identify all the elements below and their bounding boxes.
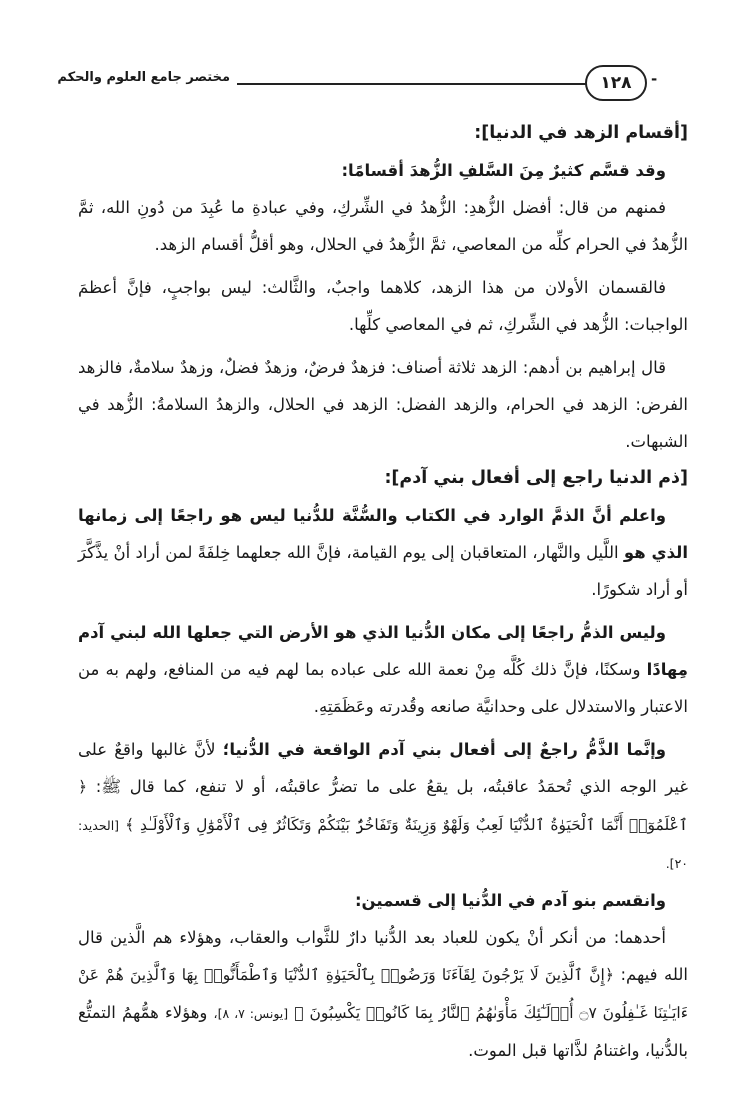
running-header: [55, 62, 658, 106]
page-number: ١٢٨: [600, 73, 632, 93]
paragraph-deeds-rest: لأنَّ غالبها واقعٌ على غير الوجه الذي تُحمَدُ عاقبتُه، بل يقعُ على ما تضرُّ عاقبتُه، أو لا تنفع، كما قال ﷺ:: [78, 740, 688, 796]
paragraph-first-group: [78, 919, 688, 1069]
paragraph-best-zuhd: فمنهم من قال: أفضل الزُّهدِ: الزُّهدُ في الشِّركِ، وفي عبادةِ ما عُبِدَ من دُونِ الله، ثمَّ الزُّهدُ في الحرام كلِّه من المعاصي، ثمَّ الزُّهدُ في الحلال، وهو أقلُّ أقسام الزهد.: [78, 198, 688, 254]
header-dash: -: [651, 70, 658, 88]
quran-verse-yunus: ﴿إِنَّ ٱلَّذِينَ لَا يَرْجُونَ لِقَآءَنَا وَرَضُوا۟ بِٱلْحَيَوٰةِ ٱلدُّنْيَا وَٱطْمَأَنُّوا۟ بِهَا وَٱلَّذِينَ هُمْ عَنْ ءَايَـٰتِنَا غَـٰفِلُونَ ۝٧ أُو۟لَـٰٓئِكَ مَأْوَىٰهُمُ ٱلنَّارُ بِمَا كَانُوا۟ يَكْسِبُونَ ﴾: [78, 966, 688, 1022]
paragraph-first-group-lead: أحدهما: من أنكر أنْ يكون للعباد بعد الدُّنيا دارٌ للثَّواب والعقاب، وهؤلاء هم الَّذين قال الله فيهم:: [78, 928, 688, 984]
paragraph-place-rest: وسكنًا، فإنَّ ذلك كُلَّه مِنْ نعمة الله على عباده بما لهم فيه من المنافع، ولهم به من الاعتبار والاستدلال على وحدانيَّة صانعه وقُدرته وعَظَمَتِهِ.: [78, 660, 688, 716]
header-rule: [237, 83, 627, 85]
paragraph-deeds-lead: وإنَّما الذَّمُّ راجعٌ إلى أفعال بني آدم الواقعة في الدُّنيا؛: [222, 740, 666, 759]
paragraph-place-not-blamed: [78, 614, 688, 725]
paragraph-three-types: فالقسمان الأولان من هذا الزهد، كلاهما واجبٌ، والثَّالث: ليس بواجبٍ، فإنَّ أعظمَ الواجبات: الزُّهد في الشِّركِ، ثم في المعاصي كلِّها.: [78, 278, 688, 334]
quran-verse-hadid: ﴿ ٱعْلَمُوٓا۟ أَنَّمَا ٱلْحَيَوٰةُ ٱلدُّنْيَا لَعِبٌ وَلَهْوٌ وَزِينَةٌ وَتَفَاخُرٌۢ بَيْنَكُمْ وَتَكَاثُرٌ فِى ٱلْأَمْوَٰلِ وَٱلْأَوْلَـٰدِ ﴾: [78, 778, 688, 834]
page-number-badge: [585, 65, 647, 101]
page-body: [78, 115, 688, 1069]
book-title: مختصر جامع العلوم والحكم: [57, 70, 230, 85]
verse-reference-hadid: [الحديد: ٢٠].: [78, 818, 688, 871]
paragraph-ibrahim-adham: قال إبراهيم بن أدهم: الزهد ثلاثة أصناف: فزهدٌ فرضٌ، وزهدٌ فضلٌ، وزهدٌ سلامةٌ، فالزهد الفرض: الزهد في الحرام، والزهد الفضل: الزهد في الحلال، والزهدُ السلامةُ: الزُّهد في الشبهات.: [78, 358, 688, 451]
paragraph-two-groups: وانقسم بنو آدم في الدُّنيا إلى قسمين:: [354, 891, 666, 910]
paragraph-place-lead: وليس الذمُّ راجعًا إلى مكان الدُّنيا الذي هو الأرض التي جعلها الله لبني آدم مِهادًا: [78, 623, 689, 679]
verse-reference-yunus: [يونس: ٧، ٨]،: [213, 1006, 289, 1021]
section-heading-dunya: [ذم الدنيا راجع إلى أفعال بني آدم]:: [384, 468, 688, 488]
paragraph-intro: وقد قسَّم كثيرٌ مِنَ السَّلفِ الزُّهدَ أقسامًا:: [341, 161, 666, 180]
paragraph-time-rest: اللَّيل والنَّهار، المتعاقبان إلى يوم القيامة، فإنَّ الله جعلهما خِلفَةً لمن أراد أنْ يذَّكَّرَ أو أراد شكورًا.: [78, 543, 688, 599]
paragraph-deeds-blamed: [78, 731, 688, 882]
paragraph-first-group-end: وهؤلاء همُّهمُ التمتُّع بالدُّنيا، واغتنامُ لذَّاتها قبل الموت.: [78, 1003, 688, 1060]
paragraph-time-lead: واعلم أنَّ الذمَّ الوارد في الكتاب والسُّنَّة للدُّنيا ليس هو راجعًا إلى زمانها الذي هو: [78, 506, 688, 562]
section-heading-zuhd: [أقسام الزهد في الدنيا]:: [474, 123, 688, 143]
paragraph-time-not-blamed: [78, 497, 688, 608]
